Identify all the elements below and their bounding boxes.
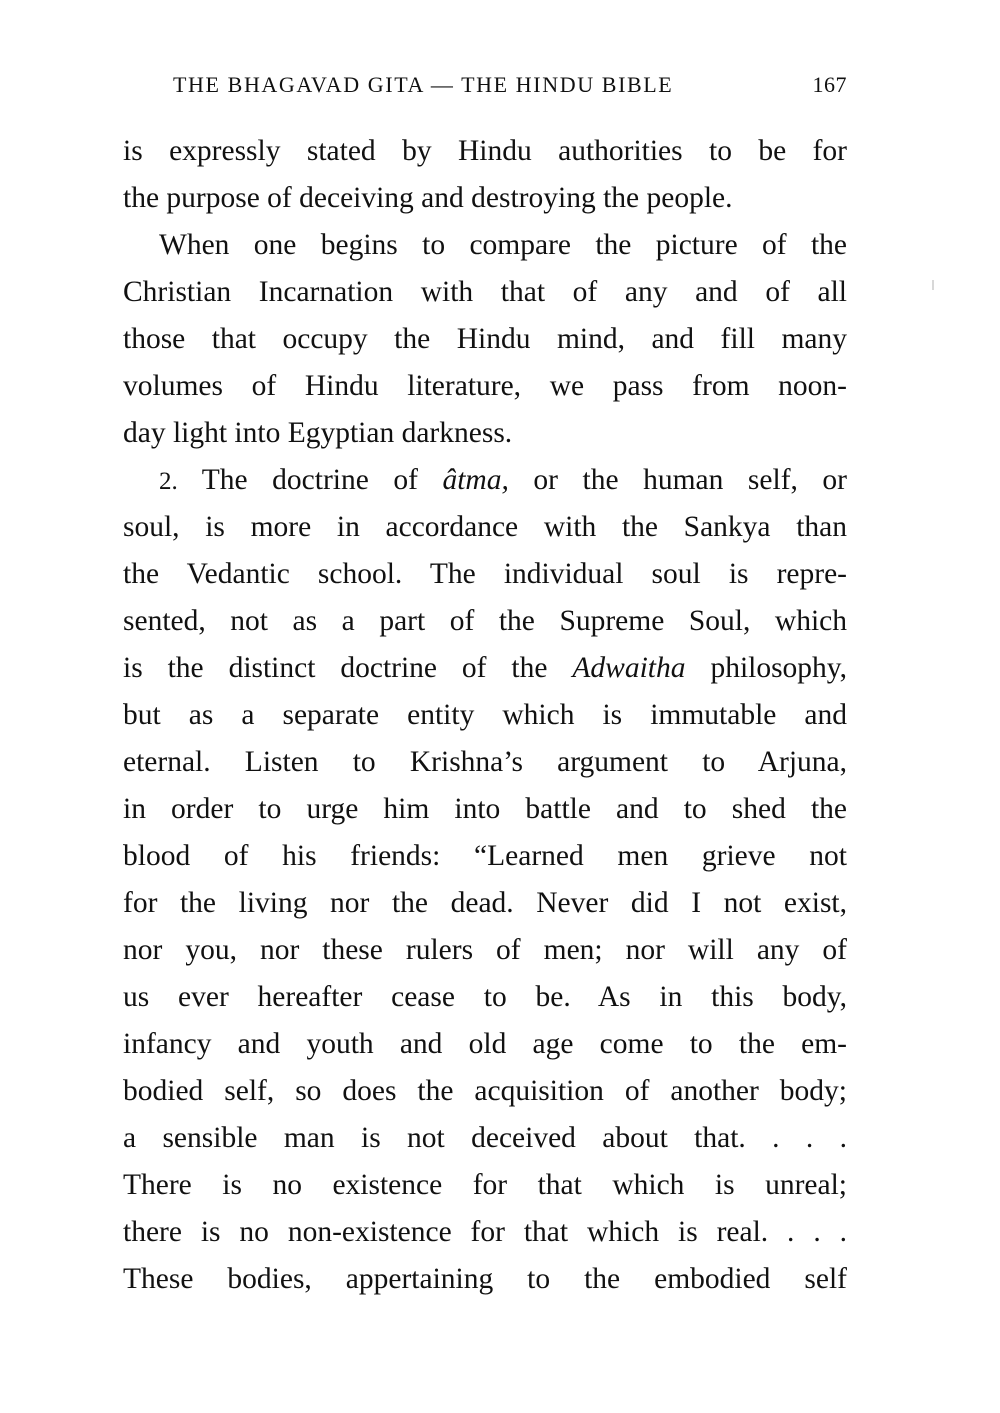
text-line: Christian Incarnation with that of any and of all bbox=[123, 276, 847, 308]
text-line: sented, not as a part of the Supreme Soul, which bbox=[123, 605, 847, 637]
text-line: infancy and youth and old age come to the em- bbox=[123, 1028, 847, 1060]
text-line: blood of his friends: “Learned men grieve not bbox=[123, 840, 847, 872]
text-line: those that occupy the Hindu mind, and fill many bbox=[123, 323, 847, 355]
text-fragment: or the human self, or bbox=[533, 464, 848, 496]
text-line: volumes of Hindu literature, we pass from noon- bbox=[123, 370, 847, 402]
body-text bbox=[123, 128, 847, 1303]
text-line bbox=[123, 457, 847, 504]
text-line: the Vedantic school. The individual soul is repre- bbox=[123, 558, 847, 590]
text-line: in order to urge him into battle and to shed the bbox=[123, 793, 847, 825]
sanskrit-term-atma: âtma, bbox=[442, 464, 509, 496]
text-line: for the living nor the dead. Never did I not exist, bbox=[123, 887, 847, 919]
text-line bbox=[123, 645, 847, 692]
text-line: is expressly stated by Hindu authorities to be for bbox=[123, 135, 847, 167]
text-fragment: is the distinct doctrine of the bbox=[123, 652, 548, 684]
book-page bbox=[123, 66, 847, 1303]
text-line: soul, is more in accordance with the Sankya than bbox=[123, 511, 847, 543]
text-fragment: philosophy, bbox=[710, 652, 848, 684]
text-line: nor you, nor these rulers of men; nor will any of bbox=[123, 934, 847, 966]
text-line: the purpose of deceiving and destroying the people. bbox=[123, 182, 733, 214]
text-line: eternal. Listen to Krishna’s argument to Arjuna, bbox=[123, 746, 847, 778]
paragraph-continued bbox=[123, 128, 847, 222]
text-line: These bodies, appertaining to the embodied self bbox=[123, 1263, 847, 1295]
running-title: THE BHAGAVAD GITA — THE HINDU BIBLE bbox=[173, 72, 674, 97]
paragraph-number: 2. bbox=[159, 468, 178, 495]
text-line: day light into Egyptian darkness. bbox=[123, 417, 513, 449]
paragraph-incarnation bbox=[123, 222, 847, 457]
text-line: When one begins to compare the picture of the bbox=[159, 229, 847, 261]
scan-speck bbox=[932, 280, 934, 290]
text-fragment: The doctrine of bbox=[201, 464, 418, 496]
running-head bbox=[123, 66, 847, 106]
sanskrit-term-adwaitha: Adwaitha bbox=[572, 652, 686, 684]
text-line: but as a separate entity which is immutable and bbox=[123, 699, 847, 731]
page-number: 167 bbox=[812, 72, 847, 97]
text-line: bodied self, so does the acquisition of another body; bbox=[123, 1075, 847, 1107]
paragraph-atma-doctrine bbox=[123, 457, 847, 1303]
text-line: there is no non-existence for that which is real. . . . bbox=[123, 1216, 847, 1248]
text-line: a sensible man is not deceived about that. . . . bbox=[123, 1122, 847, 1154]
text-line: us ever hereafter cease to be. As in this body, bbox=[123, 981, 847, 1013]
text-line: There is no existence for that which is unreal; bbox=[123, 1169, 847, 1201]
